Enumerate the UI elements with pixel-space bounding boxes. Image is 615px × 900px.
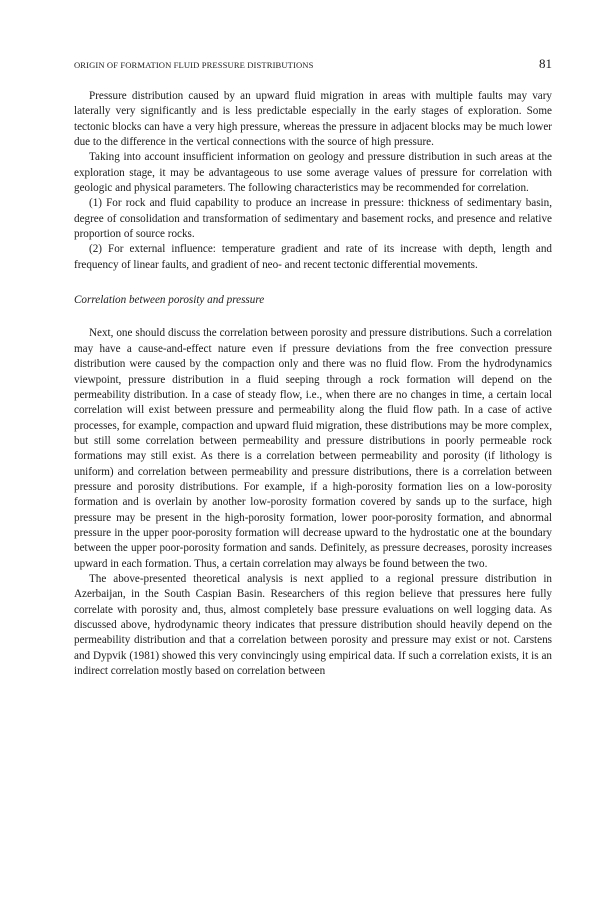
paragraph-azerbaijan-application: The above-presented theoretical analysis is next applied to a regional pressure distribution in Azerbaijan, in the South Caspian Basin. Researchers of this region believe that pressures here fully correlate with porosity and, thus, almost completely base pressure evaluations on well logging data. As discussed above, hydrodynamic theory indicates that pressure distribution should heavily depend on the permeability distribution and that a correlation between porosity and pressure may exist or not. Carstens and Dypvik (1981) showed this very convincingly using empirical data. If such a correlation exists, it is an indirect correlation mostly based on correlation between [74, 572, 552, 678]
running-title: ORIGIN OF FORMATION FLUID PRESSURE DISTRIBUTIONS [74, 60, 314, 70]
paragraph-rock-fluid-capability: (1) For rock and fluid capability to produce an increase in pressure: thickness of sedimentary basin, degree of consolidation and transformation of sedimentary and basement rocks, and presence and relative proportion of source rocks. [74, 197, 552, 241]
paragraph-porosity-pressure-correlation: Next, one should discuss the correlation between porosity and pressure distributions. Such a correlation may have a cause-and-effect nature even if pressure deviations from the free convection pressure distribution were caused by the compaction only and there was no fluid flow. From the hydrodynamics viewpoint, pressure distribution in a fluid seeping through a rock formation will depend on the permeability distribution. In a case of steady flow, i.e., when there are no changes in time, a certain local correlation will exist between pressure and permeability along the fluid flow path. In a case of active processes, for example, compaction and upward fluid migration, these distributions may be more complex, but still some correlation between permeability and pressure distributions in poorly permeable rock formations may still exist. As there is a correlation between permeability and porosity (if lithology is uniform) and correlation between permeability and pressure distributions, there is a correlation between pressure and porosity distributions. For example, if a high-porosity formation lies on a low-porosity formation and is overlain by another low-porosity formation covered by sands up to the surface, high pressure may be present in the high-porosity formation, lower poor-porosity formation, and abnormal pressure in the upper poor-porosity formation will decrease upward to the hydrostatic one at the boundary between the upper poor-porosity formation and sands. Definitely, as pressure decreases, porosity increases upward in each formation. Thus, a certain correlation may always be found between the two. [74, 327, 552, 570]
paragraph-external-influence: (2) For external influence: temperature gradient and rate of its increase with depth, length and frequency of linear faults, and gradient of neo- and recent tectonic differential movements. [74, 243, 552, 271]
paragraph-upward-migration: Pressure distribution caused by an upward fluid migration in areas with multiple faults may vary laterally very significantly and is less predictable especially in the early stages of exploration. Some tectonic blocks can have a very high pressure, whereas the pressure in adjacent blocks may be much lower due to the difference in the vertical connections with the source of high pressure. [74, 90, 552, 149]
running-head [74, 56, 552, 72]
book-page [74, 56, 552, 679]
paragraph-average-values: Taking into account insufficient information on geology and pressure distribution in such areas at the exploration stage, it may be advantageous to use some average values of pressure for correlation with geologic and physical parameters. The following characteristics may be recommended for correlation. [74, 151, 552, 195]
section-heading: Correlation between porosity and pressure [74, 294, 265, 307]
page-number: 81 [539, 56, 552, 71]
